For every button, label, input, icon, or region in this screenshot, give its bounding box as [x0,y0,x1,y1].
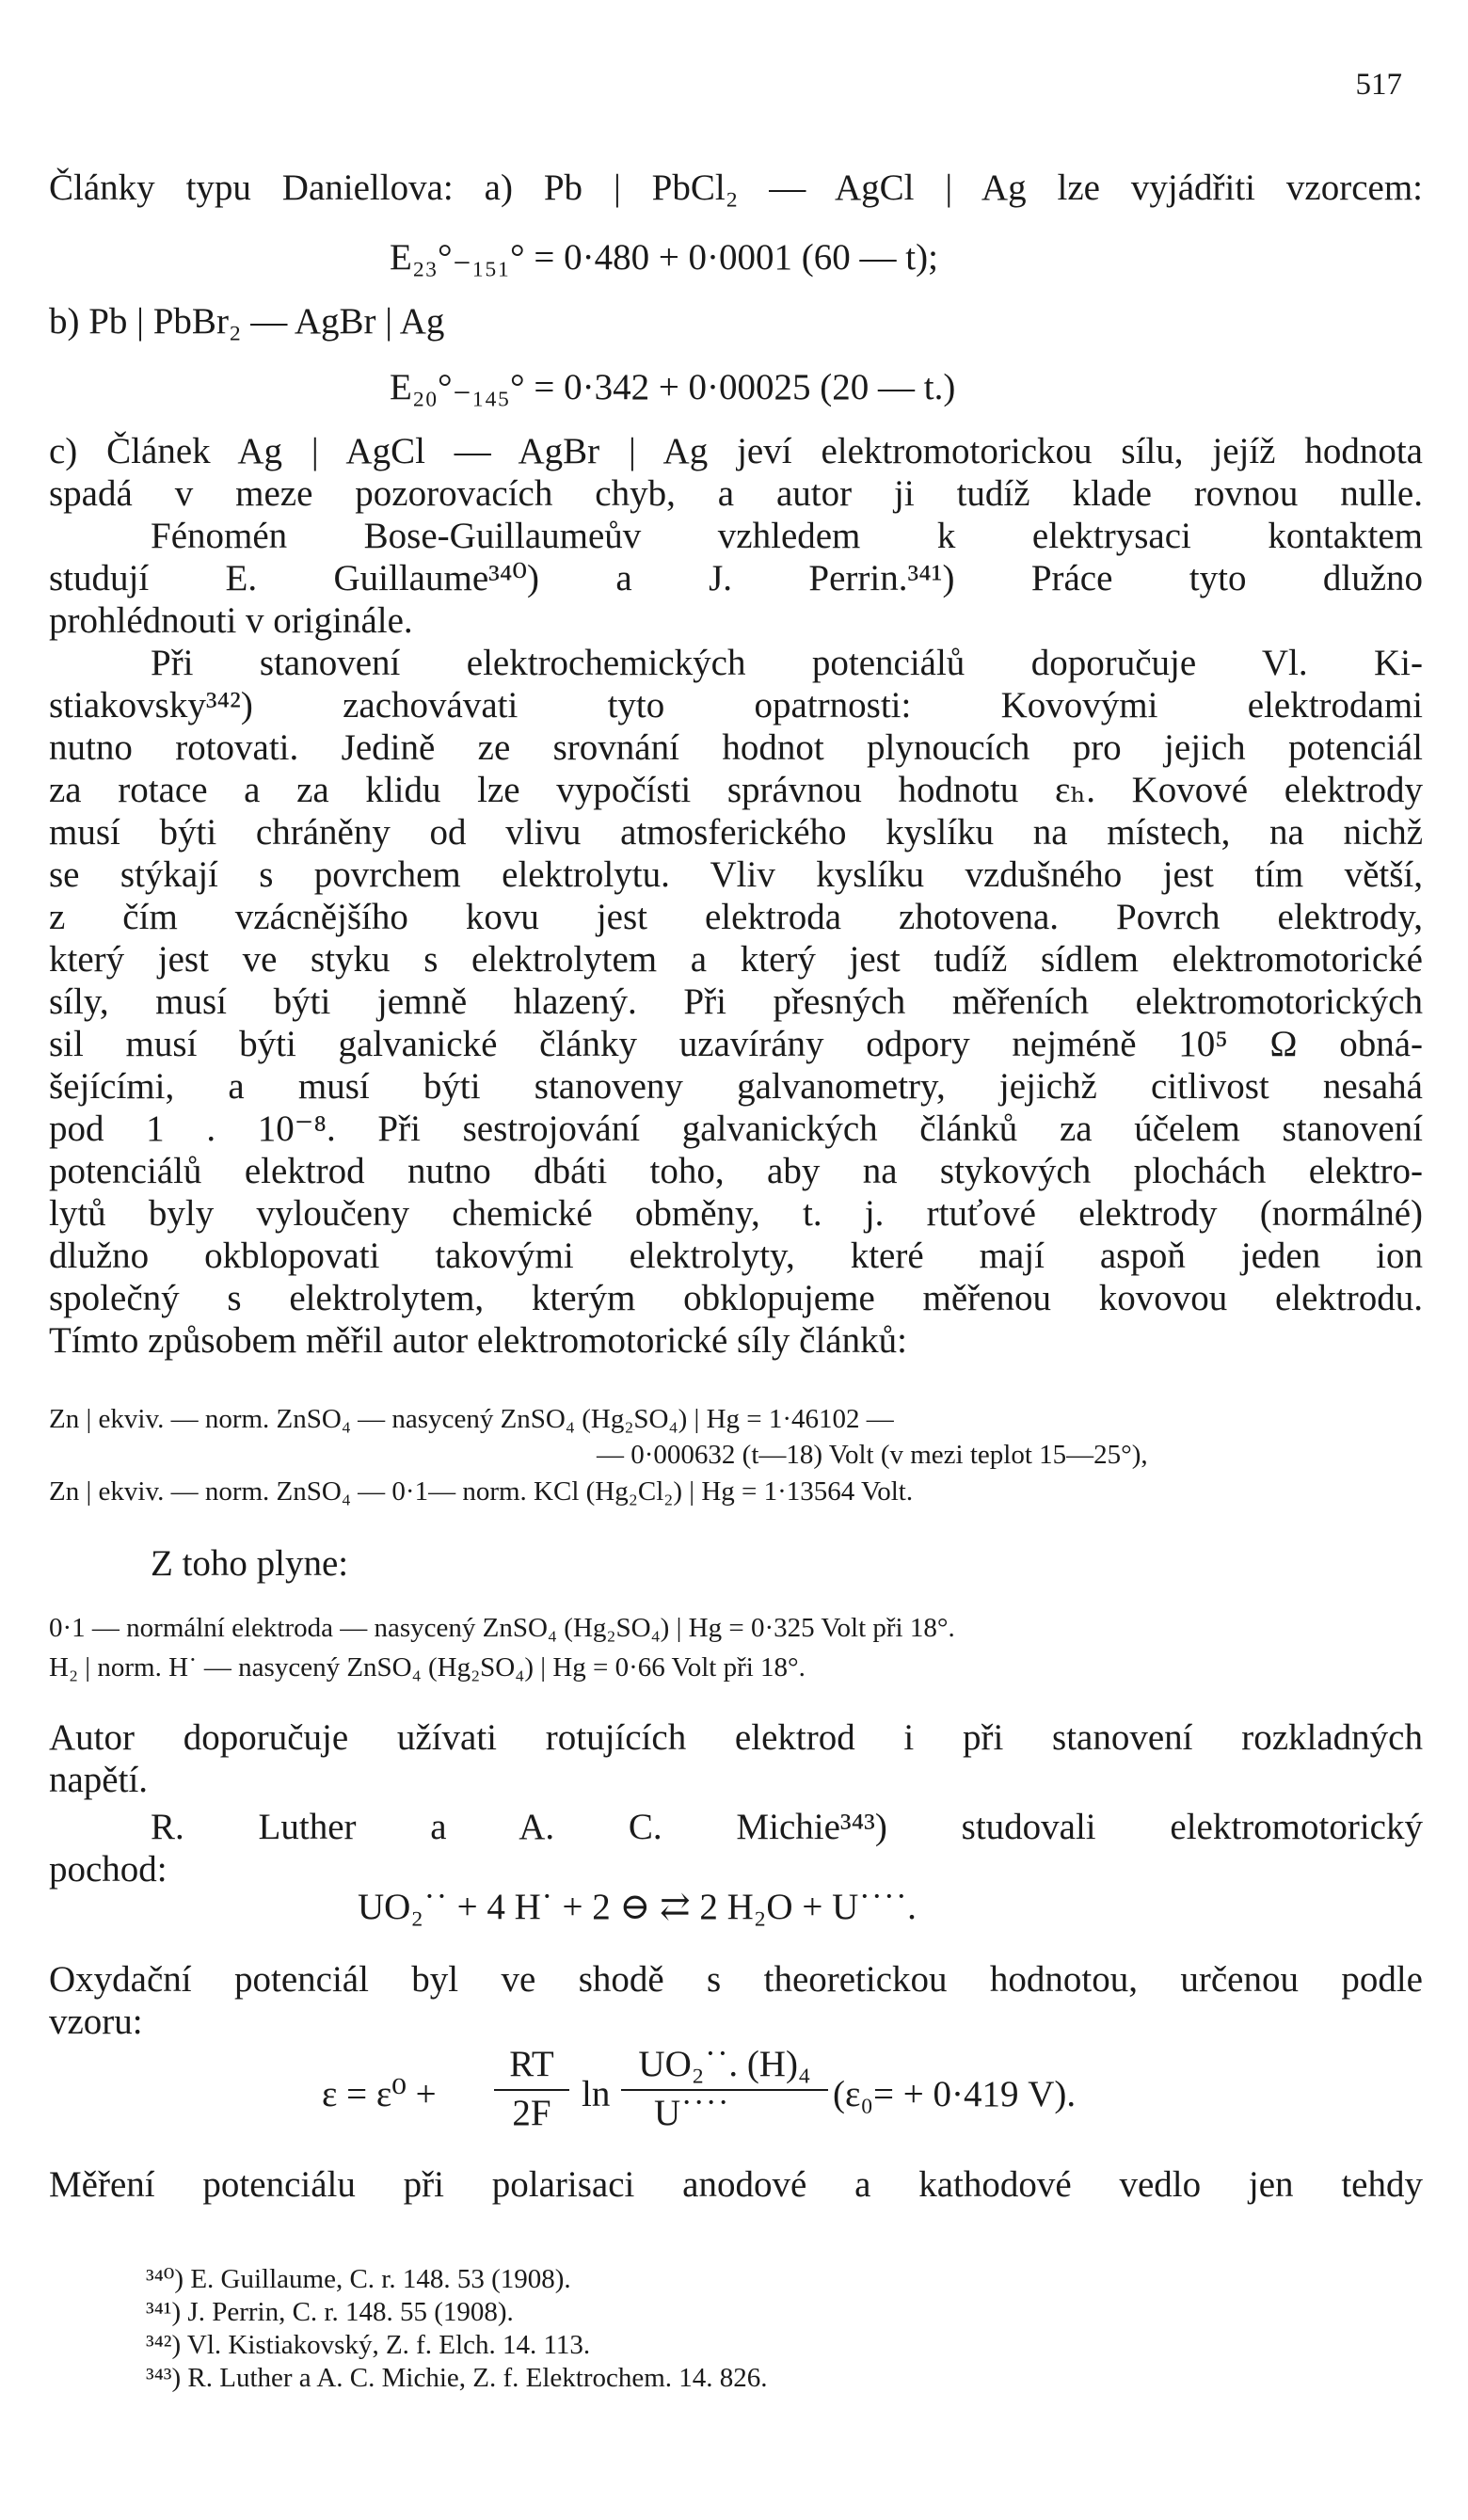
formula-denominator-1: 2F [512,2093,551,2133]
reaction-equation: UO₂˙˙ + 4 H˙ + 2 ⊖ ⇄ 2 H₂O + U˙˙˙˙. [358,1887,917,1927]
body-line: pod 1 . 10⁻⁸. Při sestrojování galvanických článků za účelem stanovení [49,1108,1423,1149]
cell-equation: Zn | ekviv. — norm. ZnSO₄ — 0·1— norm. KCl (Hg₂Cl₂) | Hg = 1·13564 Volt. [49,1476,914,1507]
cell-equation: Zn | ekviv. — norm. ZnSO₄ — nasycený ZnSO₄ (Hg₂SO₄) | Hg = 1·46102 — [49,1404,894,1434]
formula-ln: ln [582,2074,611,2114]
body-line: sil musí býti galvanické články uzavírány odpory nejméně 10⁵ Ω obná- [49,1024,1423,1064]
body-line: prohlédnouti v originále. [49,600,413,641]
equation-2: E₂₀°₋₁₄₅° = 0·342 + 0·00025 (20 — t.) [390,367,956,407]
result-equation: 0·1 — normální elektroda — nasycený ZnSO₄ (Hg₂SO₄) | Hg = 0·325 Volt při 18°. [49,1613,955,1643]
body-line: dlužno okblopovati takovými elektrolyty, které mají aspoň jeden ion [49,1236,1423,1276]
footnote: ³⁴¹) J. Perrin, C. r. 148. 55 (1908). [146,2297,514,2327]
body-line: vzoru: [49,2002,143,2042]
formula-tail: (ε₀= + 0·419 V). [833,2074,1077,2114]
body-line: síly, musí býti jemně hlazený. Při přesných měřeních elektromotorických [49,981,1423,1022]
body-line: stiakovsky³⁴²) zachovávati tyto opatrnosti: Kovovými elektrodami [49,685,1423,726]
formula-numerator-1: RT [509,2044,554,2084]
body-line: který jest ve styku s elektrolytem a který jest tudíž sídlem elektromotorické [49,939,1423,980]
result-equation: H₂ | norm. H˙ — nasycený ZnSO₄ (Hg₂SO₄) | Hg = 0·66 Volt při 18°. [49,1652,806,1683]
page-number: 517 [1355,68,1402,102]
fraction-bar [621,2089,828,2091]
body-line: c) Článek Ag | AgCl — AgBr | Ag jeví elektromotorickou sílu, jejíž hodnota [49,431,1423,471]
body-line: Tímto způsobem měřil autor elektromotorické síly článků: [49,1320,907,1361]
equation-1: E₂₃°₋₁₅₁° = 0·480 + 0·0001 (60 — t); [390,237,938,278]
footnote: ³⁴²) Vl. Kistiakovský, Z. f. Elch. 14. 113. [146,2330,591,2360]
body-line: Při stanovení elektrochemických potenciálů doporučuje Vl. Ki- [151,643,1423,683]
body-line: za rotace a za klidu lze vypočísti správnou hodnotu εₕ. Kovové elektrody [49,770,1423,810]
body-line: Oxydační potenciál byl ve shodě s theoretickou hodnotou, určenou podle [49,1959,1423,2000]
body-line: lytů byly vyloučeny chemické obměny, t. j. rtuťové elektrody (normálné) [49,1193,1423,1234]
footnote: ³⁴³) R. Luther a A. C. Michie, Z. f. Elektrochem. 14. 826. [146,2363,768,2393]
body-line: nutno rotovati. Jedině ze srovnání hodnot plynoucích pro jejich potenciál [49,727,1423,768]
body-line: Autor doporučuje užívati rotujících elektrod i při stanovení rozkladných [49,1717,1423,1758]
body-line: potenciálů elektrod nutno dbáti toho, aby na stykových plochách elektro- [49,1151,1423,1191]
formula-numerator-2: UO₂˙˙. (H)₄ [638,2044,811,2084]
footnote: ³⁴⁰) E. Guillaume, C. r. 148. 53 (1908). [146,2264,571,2294]
cell-equation: — 0·000632 (t—18) Volt (v mezi teplot 15—25°), [597,1440,1148,1470]
body-line: Fénomén Bose-Guillaumeův vzhledem k elektrysaci kontaktem [151,516,1423,556]
equation-2-label: b) Pb | PbBr₂ — AgBr | Ag [49,301,445,342]
body-line: šejícími, a musí býti stanoveny galvanometry, jejichž citlivost nesahá [49,1066,1423,1107]
intro-line: Články typu Daniellova: a) Pb | PbCl₂ — AgCl | Ag lze vyjádřiti vzorcem: [49,167,1423,208]
formula-denominator-2: U˙˙˙˙ [653,2093,730,2133]
fraction-bar [494,2089,569,2091]
body-line: napětí. [49,1760,149,1800]
body-line: spadá v meze pozorovacích chyb, a autor ji tudíž klade rovnou nulle. [49,473,1423,514]
body-line: z čím vzácnějšího kovu jest elektroda zhotovena. Povrch elektrody, [49,897,1423,937]
body-line: Měření potenciálu při polarisaci anodové a kathodové vedlo jen tehdy [49,2164,1423,2205]
body-line: R. Luther a A. C. Michie³⁴³) studovali elektromotorický [151,1807,1423,1847]
body-line: se stýkají s povrchem elektrolytu. Vliv kyslíku vzdušného jest tím větší, [49,854,1423,895]
body-line: společný s elektrolytem, kterým obklopujeme měřenou kovovou elektrodu. [49,1278,1423,1318]
body-line: musí býti chráněny od vlivu atmosferického kyslíku na místech, na nichž [49,812,1423,853]
body-line: pochod: [49,1849,168,1890]
body-line: studují E. Guillaume³⁴⁰) a J. Perrin.³⁴¹) Práce tyto dlužno [49,558,1423,598]
formula-lhs: ε = ε⁰ + [322,2074,437,2114]
z-toho-plyne: Z toho plyne: [151,1543,349,1584]
